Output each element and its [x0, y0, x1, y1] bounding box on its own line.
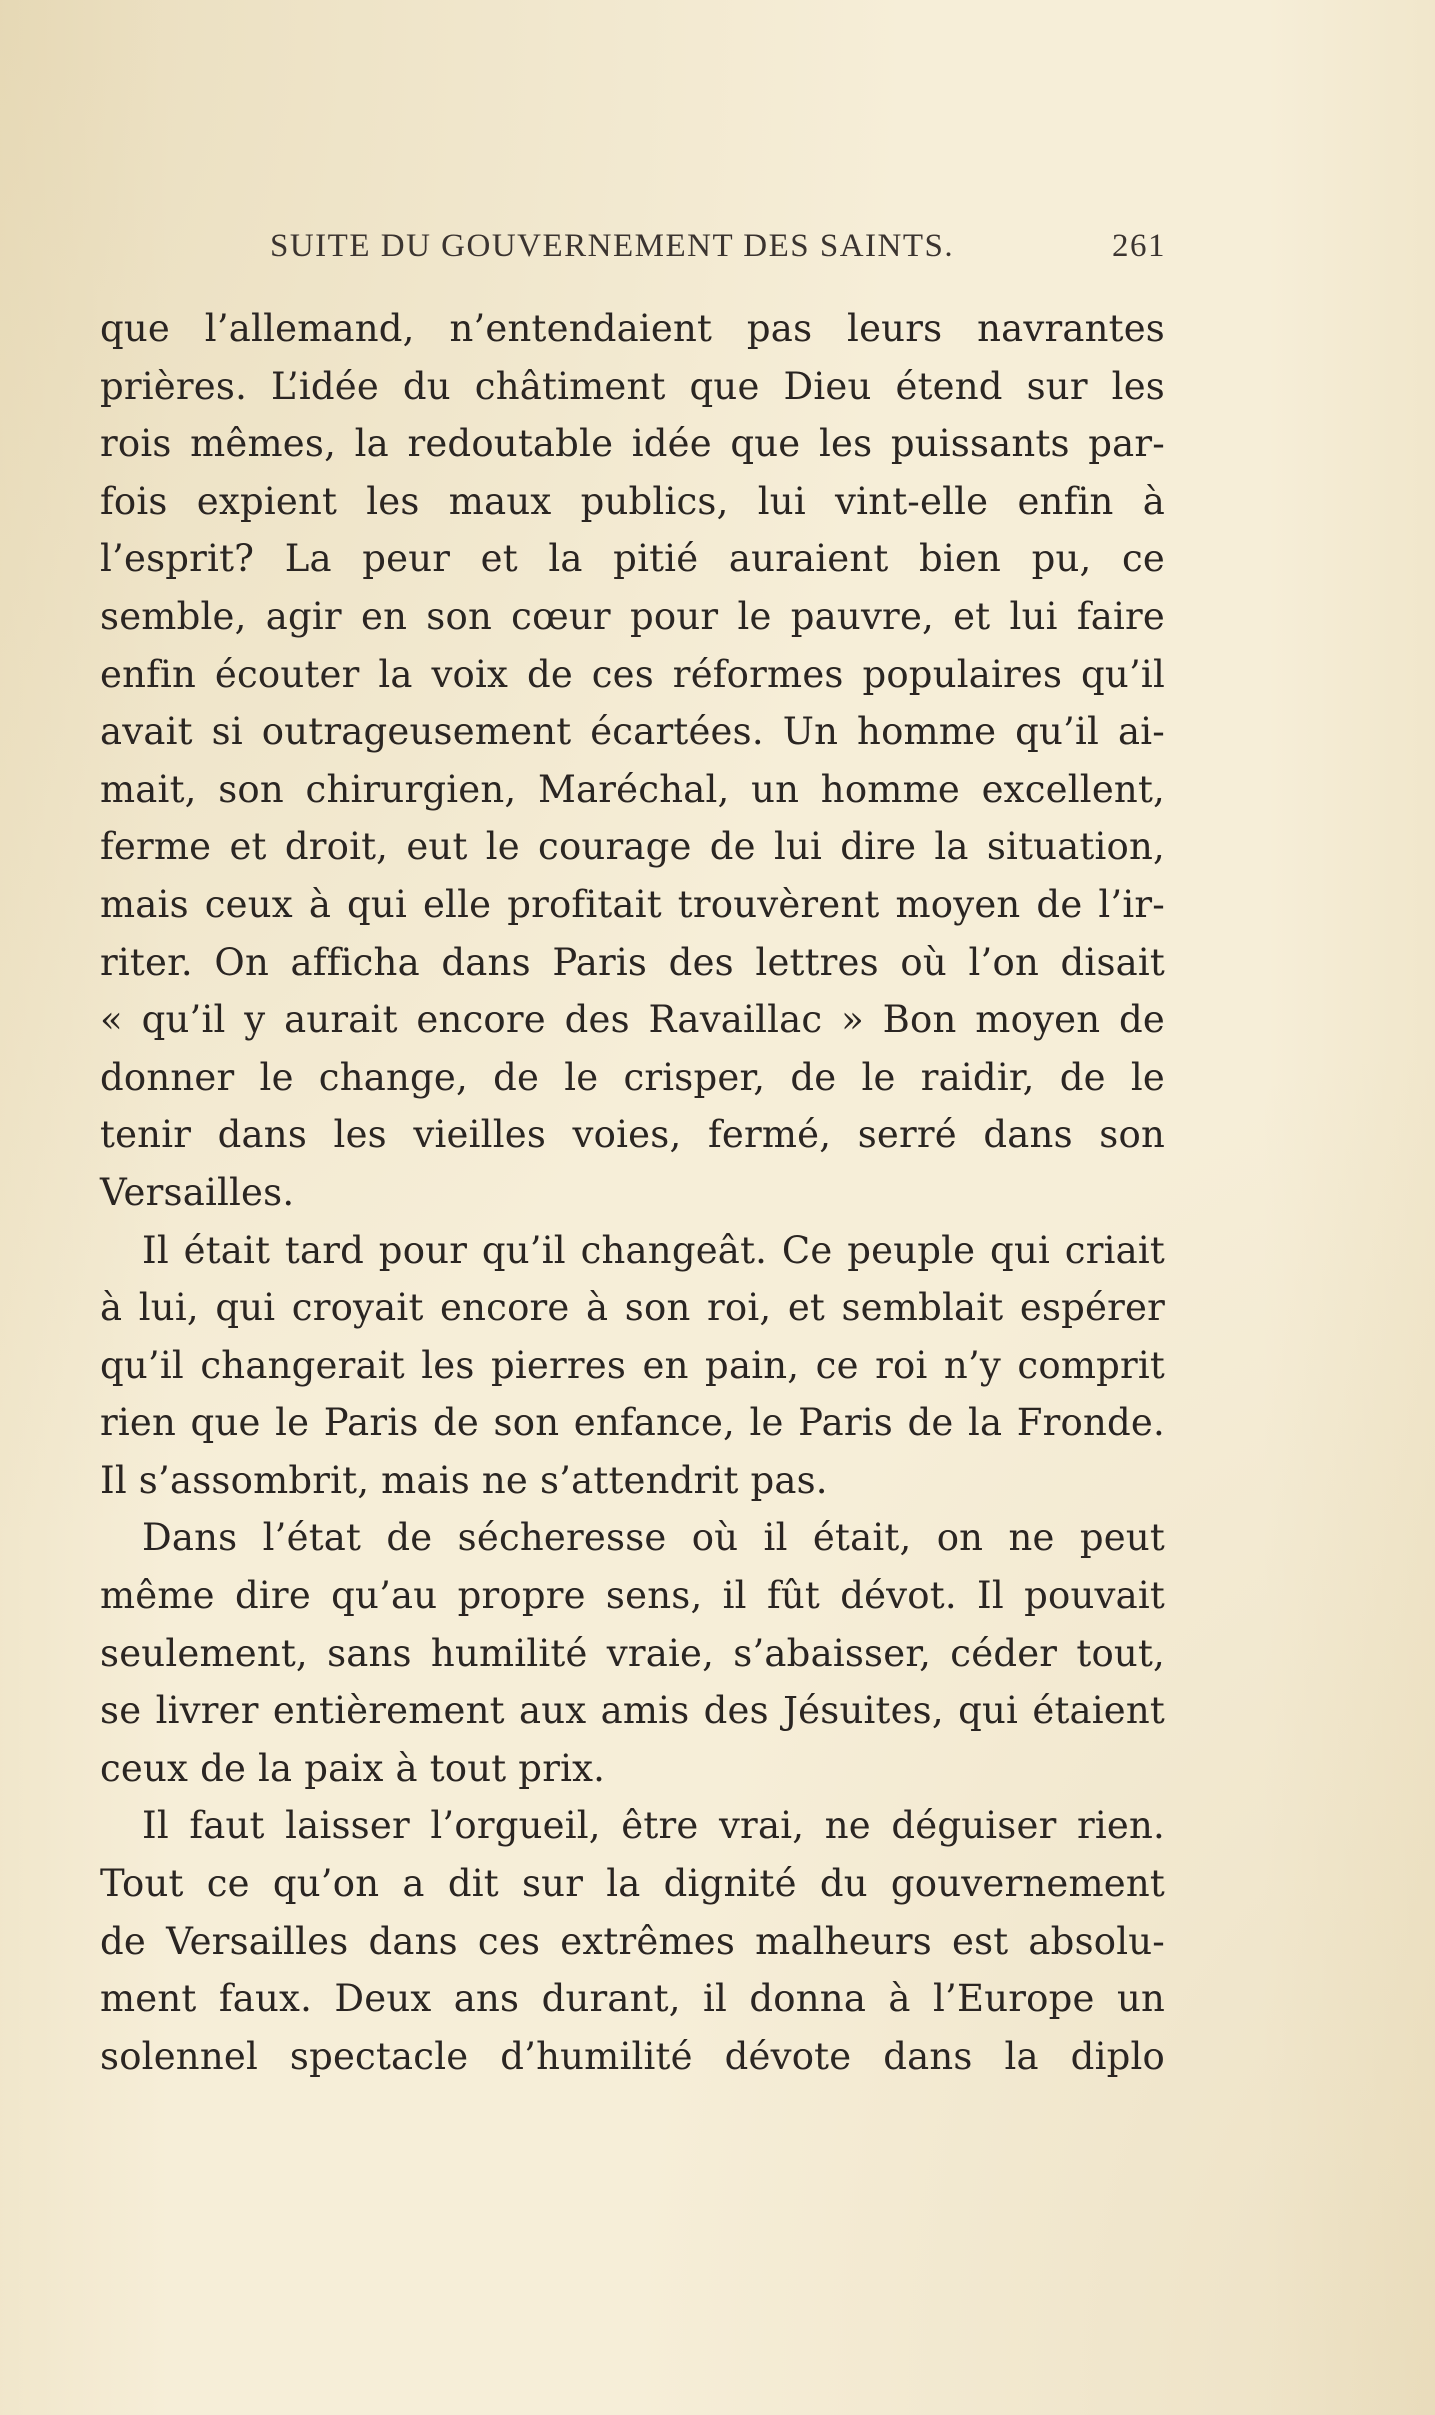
page-number: 261 — [1112, 228, 1166, 264]
text-line: donner le change, de le crisper, de le raidir, de le — [100, 1055, 1165, 1099]
text-line: qu’il changerait les pierres en pain, ce roi n’y comprit — [100, 1343, 1165, 1387]
text-line: ceux de la paix à tout prix. — [100, 1746, 606, 1790]
text-line: rien que le Paris de son enfance, le Paris de la Fronde. — [100, 1401, 1165, 1445]
text-line: seulement, sans humilité vraie, s’abaisser, céder tout, — [100, 1631, 1165, 1675]
running-title: SUITE DU GOUVERNEMENT DES SAINTS. — [270, 228, 955, 264]
text-line: prières. L’idée du châtiment que Dieu étend sur les — [100, 364, 1165, 408]
text-line: à lui, qui croyait encore à son roi, et semblait espérer — [100, 1286, 1165, 1330]
text-line: riter. On afficha dans Paris des lettres où l’on disait — [100, 940, 1165, 984]
text-line: Versailles. — [100, 1170, 295, 1214]
text-line: rois mêmes, la redoutable idée que les puissants par- — [100, 422, 1165, 466]
text-line: se livrer entièrement aux amis des Jésuites, qui étaient — [100, 1689, 1165, 1733]
text-line: de Versailles dans ces extrêmes malheurs est absolu- — [100, 1919, 1165, 1963]
text-line: Tout ce qu’on a dit sur la dignité du gouvernement — [100, 1862, 1165, 1906]
running-head — [270, 228, 1170, 272]
text-line: Il était tard pour qu’il changeât. Ce peuple qui criait — [142, 1228, 1165, 1272]
body-text — [100, 300, 1165, 2085]
text-line: que l’allemand, n’entendaient pas leurs navrantes — [100, 307, 1165, 350]
text-line: même dire qu’au propre sens, il fût dévot. Il pouvait — [100, 1574, 1165, 1618]
text-line: ment faux. Deux ans durant, il donna à l’Europe un — [100, 1977, 1165, 2021]
text-line: « qu’il y aurait encore des Ravaillac » Bon moyen de — [100, 998, 1165, 1042]
text-line: Il s’assombrit, mais ne s’attendrit pas. — [100, 1458, 828, 1502]
text-line: solennel spectacle d’humilité dévote dans la diplo — [100, 2034, 1165, 2078]
text-line: ferme et droit, eut le courage de lui dire la situation, — [100, 825, 1165, 869]
text-line: l’esprit? La peur et la pitié auraient bien pu, ce — [100, 537, 1165, 581]
text-line: fois expient les maux publics, lui vint-elle enfin à — [100, 479, 1165, 523]
text-line: tenir dans les vieilles voies, fermé, serré dans son — [100, 1113, 1165, 1157]
text-line: avait si outrageusement écartées. Un homme qu’il ai- — [100, 710, 1165, 754]
text-line: Dans l’état de sécheresse où il était, on ne peut — [142, 1516, 1165, 1560]
text-line: mait, son chirurgien, Maréchal, un homme excellent, — [100, 767, 1165, 811]
text-line: enfin écouter la voix de ces réformes populaires qu’il — [100, 652, 1165, 696]
text-line: semble, agir en son cœur pour le pauvre, et lui faire — [100, 594, 1165, 638]
text-line: Il faut laisser l’orgueil, être vrai, ne déguiser rien. — [142, 1804, 1165, 1848]
text-line: mais ceux à qui elle profitait trouvèrent moyen de l’ir- — [100, 882, 1165, 926]
